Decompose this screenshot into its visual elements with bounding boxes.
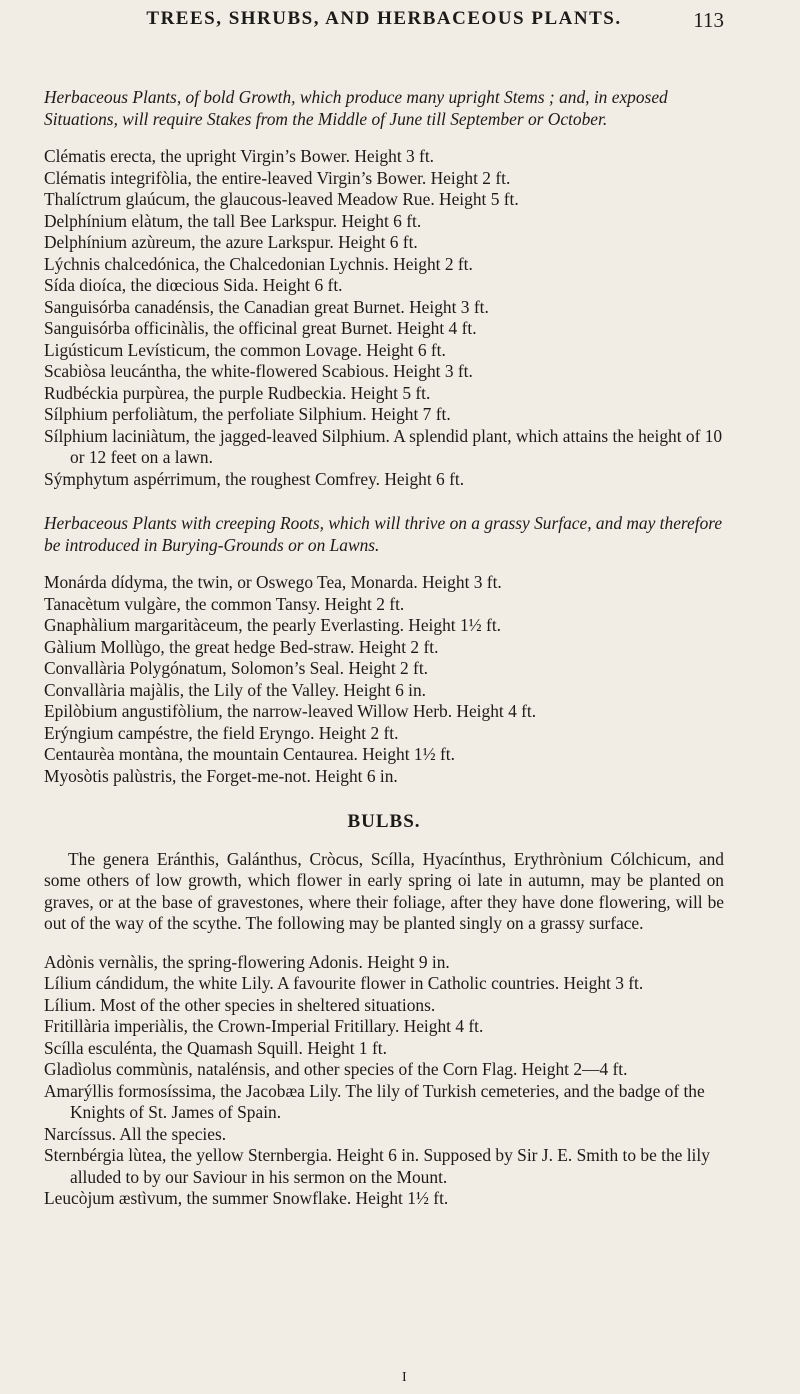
plant-entry: Gladìolus commùnis, natalénsis, and other species of the Corn Flag. Height 2—4 ft. [44, 1059, 628, 1079]
plant-entry: Convallària majàlis, the Lily of the Valley. Height 6 in. [44, 679, 427, 700]
section-heading-bold-growth: Herbaceous Plants, of bold Growth, which produce many upright Stems ; and, in exposed Situations, will require Stakes from the Middle of June till September or October. [44, 87, 668, 129]
plant-entry: Tanacètum vulgàre, the common Tansy. Height 2 ft. [44, 593, 405, 614]
section-heading-creeping-roots: Herbaceous Plants with creeping Roots, which will thrive on a grassy Surface, and may therefore be introduced in Burying-Grounds or on Lawns. [44, 513, 723, 555]
plant-entry: Clématis integrifòlia, the entire-leaved Virgin’s Bower. Height 2 ft. [44, 167, 511, 188]
plant-entry: Sanguisórba canadénsis, the Canadian great Burnet. Height 3 ft. [44, 296, 489, 317]
plant-entry: Delphínium azùreum, the azure Larkspur. Height 6 ft. [44, 232, 418, 252]
plant-entry: Scabiòsa leucántha, the white-flowered Scabious. Height 3 ft. [44, 361, 473, 381]
bulbs-heading: BULBS. [347, 811, 421, 832]
plant-entry: Ligústicum Levísticum, the common Lovage. Height 6 ft. [44, 339, 446, 360]
plant-entry: Centaurèa montàna, the mountain Centaurea. Height 1½ ft. [44, 744, 455, 764]
plant-list-bulbs [44, 952, 724, 1210]
page-header [44, 8, 724, 40]
plant-entry: Epilòbium angustifòlium, the narrow-leaved Willow Herb. Height 4 ft. [44, 701, 537, 721]
plant-entry: Gnaphàlium margaritàceum, the pearly Everlasting. Height 1½ ft. [44, 615, 502, 635]
plant-entry: Gàlium Mollùgo, the great hedge Bed-straw. Height 2 ft. [44, 636, 439, 657]
plant-entry: Sílphium perfoliàtum, the perfoliate Silphium. Height 7 ft. [44, 404, 451, 424]
plant-entry: Sída dioíca, the diœcious Sida. Height 6 ft. [44, 275, 343, 295]
plant-entry: Amarýllis formosíssima, the Jacobæa Lily. The lily of Turkish cemeteries, and the badge of the Knights of St. James of Spain. [44, 1080, 705, 1122]
plant-entry: Sanguisórba officinàlis, the officinal great Burnet. Height 4 ft. [44, 318, 477, 338]
signature-mark: I [402, 1370, 407, 1385]
plant-entry: Fritillària imperiàlis, the Crown-Imperial Fritillary. Height 4 ft. [44, 1016, 484, 1036]
page-content [44, 86, 724, 1210]
plant-entry: Delphínium elàtum, the tall Bee Larkspur. Height 6 ft. [44, 210, 422, 231]
plant-list-bold-growth [44, 146, 724, 490]
bulbs-intro-paragraph: The genera Eránthis, Galánthus, Cròcus, Scílla, Hyacínthus, Erythrònium Cólchicum, and some others of low growth, which flower in early spring oi late in autumn, may be planted on graves, or at the base of gravestones, where their foliage, after they have done flowering, will be out of the way of the scythe. The following may be planted singly on a grassy surface. [44, 848, 724, 933]
plant-list-creeping-roots [44, 572, 724, 787]
plant-entry: Convallària Polygónatum, Solomon’s Seal. Height 2 ft. [44, 658, 429, 678]
plant-entry: Leucòjum æstìvum, the summer Snowflake. Height 1½ ft. [44, 1188, 449, 1208]
plant-entry: Narcíssus. All the species. [44, 1123, 227, 1144]
plant-entry: Rudbéckia purpùrea, the purple Rudbeckia. Height 5 ft. [44, 382, 431, 403]
section-spacer [44, 490, 724, 512]
running-head: TREES, SHRUBS, AND HERBACEOUS PLANTS. [146, 8, 622, 29]
section-spacer [44, 787, 724, 811]
plant-entry: Sílphium laciniàtum, the jagged-leaved Silphium. A splendid plant, which attains the height of 10 or 12 feet on a lawn. [44, 425, 723, 467]
plant-entry: Lílium cándidum, the white Lily. A favourite flower in Catholic countries. Height 3 ft. [44, 973, 644, 993]
plant-entry: Monárda dídyma, the twin, or Oswego Tea, Monarda. Height 3 ft. [44, 572, 502, 592]
plant-entry: Sýmphytum aspérrimum, the roughest Comfrey. Height 6 ft. [44, 468, 465, 489]
plant-entry: Lýchnis chalcedónica, the Chalcedonian Lychnis. Height 2 ft. [44, 253, 473, 274]
plant-entry: Scílla esculénta, the Quamash Squill. Height 1 ft. [44, 1037, 387, 1058]
plant-entry: Lílium. Most of the other species in sheltered situations. [44, 994, 436, 1015]
page-number: 113 [693, 8, 724, 32]
plant-entry: Adònis vernàlis, the spring-flowering Adonis. Height 9 in. [44, 951, 450, 972]
plant-entry: Sternbérgia lùtea, the yellow Sternbergia. Height 6 in. Supposed by Sir J. E. Smith to be the lily alluded to by our Saviour in his sermon on the Mount. [44, 1145, 710, 1187]
plant-entry: Erýngium campéstre, the field Eryngo. Height 2 ft. [44, 722, 399, 743]
plant-entry: Thalíctrum glaúcum, the glaucous-leaved Meadow Rue. Height 5 ft. [44, 189, 519, 209]
plant-entry: Myosòtis palùstris, the Forget-me-not. Height 6 in. [44, 765, 398, 786]
plant-entry: Clématis erecta, the upright Virgin’s Bower. Height 3 ft. [44, 146, 435, 166]
